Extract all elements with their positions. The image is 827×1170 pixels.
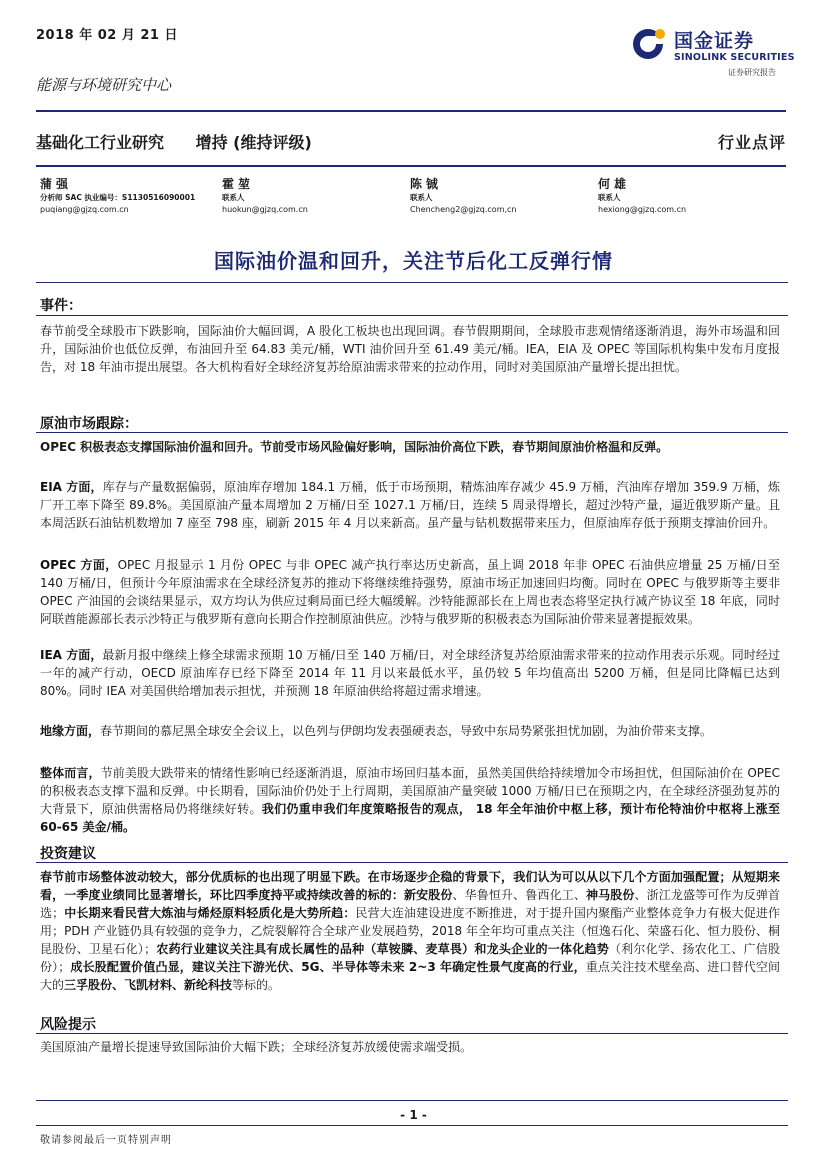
sinolink-logo-icon (630, 24, 670, 64)
section-divider (36, 432, 788, 433)
invest-t4: （利尔化学、扬农化工、广信股份）； (40, 942, 780, 974)
report-date: 2018 年 02 月 21 日 (36, 28, 178, 43)
section-heading-invest: 投资建议 (40, 846, 96, 862)
analyst-email: Chencheng2@gjzq.com,cn (410, 205, 517, 214)
eia-label: EIA 方面， (40, 480, 103, 494)
analyst-email: puqiang@gjzq.com.cn (40, 205, 129, 214)
analyst-card (598, 178, 686, 216)
page-number: - 1 - (400, 1108, 427, 1122)
disclaimer-note: 敬请参阅最后一页特别声明 (40, 1135, 172, 1146)
risk-paragraph: 美国原油产量增长提速导致国际油价大幅下跌；全球经济复苏放缓使需求端受损。 (40, 1040, 473, 1054)
iea-label: IEA 方面， (40, 648, 103, 662)
analyst-name: 霍堃 (222, 177, 255, 191)
overall-conclusion: 我们仍重申我们年度策略报告的观点， 18 年全年油价中枢上移，预计布伦特油价中枢将上涨至 60-65 美金/桶。 (40, 802, 780, 834)
section-divider (36, 862, 788, 863)
analyst-role: 分析师 SAC 执业编号：S1130516090001 (40, 193, 196, 202)
geo-text: 春节期间的慕尼黑全球安全会议上，以色列与伊朗均发表强硬表态，导致中东局势紧张担忧加剧，为油价带来支撑。 (100, 724, 713, 738)
invest-t6: 等标的。 (232, 978, 281, 992)
title-divider (36, 165, 786, 167)
invest-b5: 成长股配置价值凸显，建议关注下游光伏、5G、半导体等未来 2~3 年确定性景气度高的行业， (70, 960, 586, 974)
invest-t3: 民营大连油建设进度不断推进，对于提升国内聚酯产业整体竞争力有极大促进作用；PDH 产业链仍具有较强的竞争力，乙烷裂解符合全球产业发展趋势，2018 年全年均可重点关注（恒逸石化、荣盛石化、恒力股份、桐昆股份、卫星石化）； (40, 906, 780, 956)
overall-paragraph (40, 764, 780, 836)
analyst-email: hexiong@gjzq.com.cn (598, 205, 687, 214)
industry-name: 基础化工行业研究 (36, 133, 165, 152)
section-divider (36, 315, 788, 316)
invest-t5: 重点关注技术壁垒高、进口替代空间大的 (40, 960, 780, 992)
logo-subtitle: 证券研究报告 (728, 68, 776, 77)
analyst-name: 蒲强 (40, 177, 73, 191)
geo-label: 地缘方面， (40, 724, 101, 738)
overall-text: 节前美股大跌带来的情绪性影响已经逐渐消退，原油市场回归基本面，虽然美国供给持续增加令市场担忧，但国际油价在 OPEC 的积极表态支撑下温和反弹。中长期看，国际油价仍处于上行周期，美国原油产量突破 1000 万桶/日已在预期之内，在全球经济强劲复苏的大背景下，原油供需格局仍将继续好转。 (40, 766, 780, 816)
logo-chinese-name: 国金证券 (674, 30, 755, 52)
crude-lead-paragraph: OPEC 积极表态支撑国际油价温和回升。节前受市场风险偏好影响，国际油价高位下跌，春节期间原油价格温和反弹。 (40, 440, 669, 454)
analyst-name: 何雄 (598, 177, 631, 191)
footer-divider (36, 1100, 788, 1101)
invest-b1: 春节前市场整体波动较大，部分优质标的也出现了明显下跌。在市场逐步企稳的背景下，我们认为可以从以下几个方面加强配置；从短期来看，一季度业绩同比显著增长，环比四季度持平或持续改善的标的：新安股份 (40, 870, 780, 902)
section-heading-risk: 风险提示 (40, 1017, 96, 1033)
analyst-card (410, 178, 517, 216)
section-heading-event: 事件： (40, 298, 82, 314)
analyst-role: 联系人 (598, 193, 621, 202)
analyst-name: 陈铖 (410, 177, 443, 191)
analyst-card (40, 178, 195, 216)
title-underline (36, 282, 788, 283)
opec-label: OPEC 方面， (40, 558, 118, 572)
section-heading-crude: 原油市场跟踪： (40, 416, 138, 432)
industry-title-row (36, 130, 786, 153)
invest-b2: 神马股份 (585, 888, 635, 902)
analyst-role: 联系人 (410, 193, 433, 202)
industry-rating: 增持 (维持评级) (195, 133, 312, 152)
eia-paragraph (40, 478, 780, 532)
analyst-email: huokun@gjzq.com.cn (222, 205, 308, 214)
invest-b6: 三孚股份、飞凯材料、新纶科技 (64, 978, 233, 992)
invest-b4: 农药行业建议关注具有成长属性的品种（草铵膦、麦草畏）和龙头企业的一体化趋势 (156, 942, 609, 956)
invest-t2: 、浙江龙盛等可作为反弹首选； (40, 888, 780, 920)
report-title: 国际油价温和回升，关注节后化工反弹行情 (214, 249, 613, 273)
invest-t1: 、华鲁恒升、鲁西化工、 (452, 888, 586, 902)
invest-paragraph (40, 868, 780, 994)
footer-divider (36, 1125, 788, 1126)
header-divider (36, 110, 786, 112)
opec-paragraph (40, 556, 780, 628)
event-paragraph: 春节前受全球股市下跌影响，国际油价大幅回调，A 股化工板块也出现回调。春节假期期间，全球股市悲观情绪逐渐消退，海外市场温和回升，国际油价也低位反弹，布油回升至 64.83 美元/桶，WTI 油价回升至 61.49 美元/桶。IEA，EIA 及 OPEC 等国际机构集中发布月度报告，对 18 年油市提出展望。各大机构看好全球经济复苏给原油需求带来的拉动作用，同时对美国原油产量增长提出担忧。 (40, 324, 780, 374)
iea-text: 最新月报中继续上修全球需求预期 10 万桶/日至 140 万桶/日，对全球经济复苏给原油需求带来的拉动作用表示乐观。同时经过一年的减产行动，OECD 原油库存已经下降至 2014 年 11 月以来最低水平，虽仍较 5 年均值高出 5200 万桶，但是同比降幅已达到 80%。同时 IEA 对美国供给增加表示担忧，并预测 18 年原油供给将超过需求增速。 (40, 648, 780, 698)
invest-b3: 中长期来看民营大炼油与烯烃原料轻质化是大势所趋： (64, 906, 356, 920)
research-center-name: 能源与环境研究中心 (36, 76, 172, 94)
opec-text: OPEC 月报显示 1 月份 OPEC 与非 OPEC 减产执行率达历史新高，虽上调 2018 年非 OPEC 石油供应增量 25 万桶/日至 140 万桶/日，但预计今年原油需求在全球经济复苏的推动下将继续维持强势，原油市场正加速回归均衡。同时在 OPEC 与俄罗斯等主要非 OPEC 产油国的会谈结果显示，双方均认为供应过剩局面已经大幅缓解。沙特能源部长在上周也表态将坚定执行减产协议至 18 年底，同时阿联酋能源部长表示沙特正与俄罗斯有意向长期合作控制原油供应。沙特与俄罗斯的积极表态为国际油价带来显著提振效果。 (40, 558, 780, 626)
geo-paragraph (40, 722, 780, 740)
logo-english-name: SINOLINK SECURITIES (674, 52, 795, 63)
overall-label: 整体而言， (40, 766, 101, 780)
iea-paragraph (40, 646, 780, 700)
company-logo (630, 22, 800, 82)
analyst-card (222, 178, 308, 216)
analyst-role: 联系人 (222, 193, 245, 202)
report-type: 行业点评 (717, 133, 786, 152)
section-divider (36, 1033, 788, 1034)
eia-text: 库存与产量数据偏弱，原油库存增加 184.1 万桶，低于市场预期，精炼油库存减少 45.9 万桶，汽油库存增加 359.9 万桶，炼厂开工率下降至 89.8%。美国原油产量本周增加 2 万桶/日至 1027.1 万桶/日，连续 5 周录得增长，超过沙特产量，逼近俄罗斯产量。且本周活跃石油钻机数增加 7 座至 798 座，刷新 2015 年 4 月以来新高。虽产量与钻机数据带来压力，但原油库存低于预期支撑油价回升。 (40, 480, 780, 530)
